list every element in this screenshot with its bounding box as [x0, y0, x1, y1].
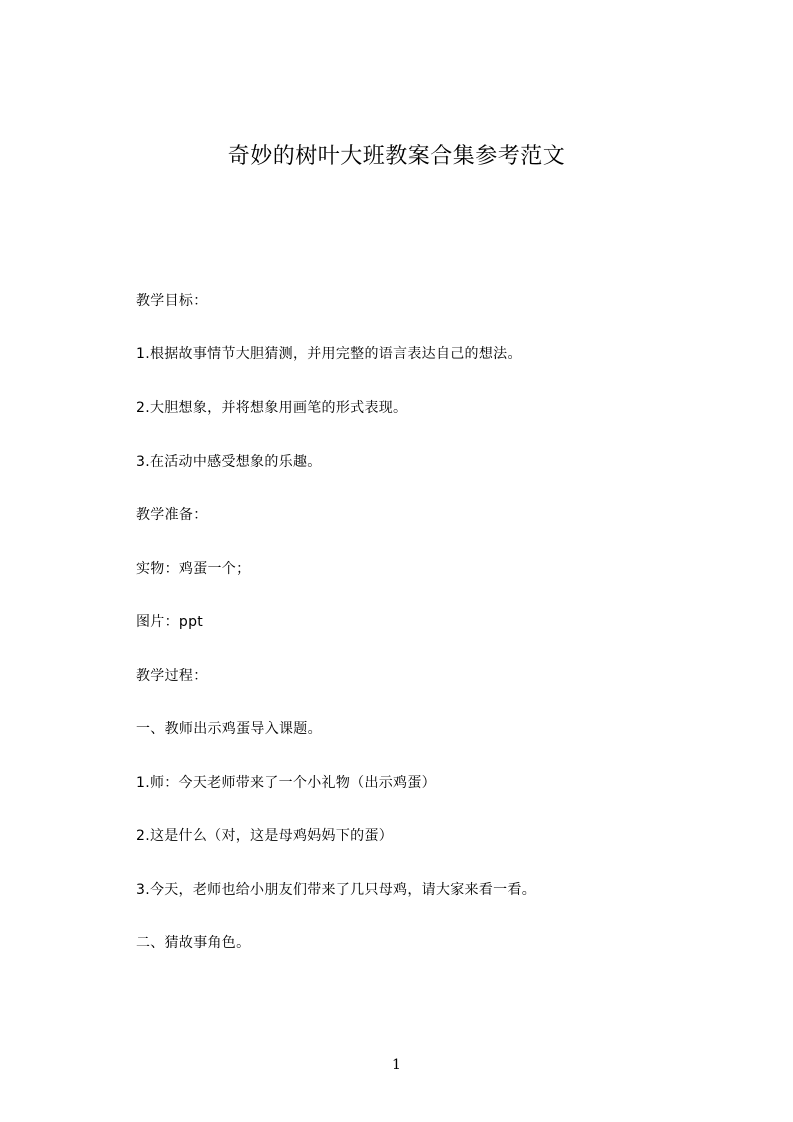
objective-item-2: 2.大胆想象，并将想象用画笔的形式表现。 — [136, 400, 408, 416]
section-heading-preparation: 教学准备： — [136, 507, 208, 523]
process-step-1-heading: 一、教师出示鸡蛋导入课题。 — [136, 721, 322, 737]
section-heading-objectives: 教学目标： — [136, 293, 208, 309]
process-step-1-item-1: 1.师：今天老师带来了一个小礼物（出示鸡蛋） — [136, 775, 436, 791]
document-title: 奇妙的树叶大班教案合集参考范文 — [227, 144, 566, 169]
process-step-1-item-2: 2.这是什么（对，这是母鸡妈妈下的蛋） — [136, 828, 394, 844]
objective-item-3: 3.在活动中感受想象的乐趣。 — [136, 454, 322, 470]
preparation-item-object: 实物：鸡蛋一个； — [136, 561, 251, 577]
process-step-2-heading: 二、猜故事角色。 — [136, 935, 251, 951]
page-number: 1 — [392, 1057, 401, 1073]
preparation-item-picture: 图片：ppt — [136, 614, 204, 630]
objective-item-1: 1.根据故事情节大胆猜测，并用完整的语言表达自己的想法。 — [136, 346, 522, 362]
section-heading-process: 教学过程： — [136, 668, 208, 684]
process-step-1-item-3: 3.今天，老师也给小朋友们带来了几只母鸡，请大家来看一看。 — [136, 882, 537, 898]
